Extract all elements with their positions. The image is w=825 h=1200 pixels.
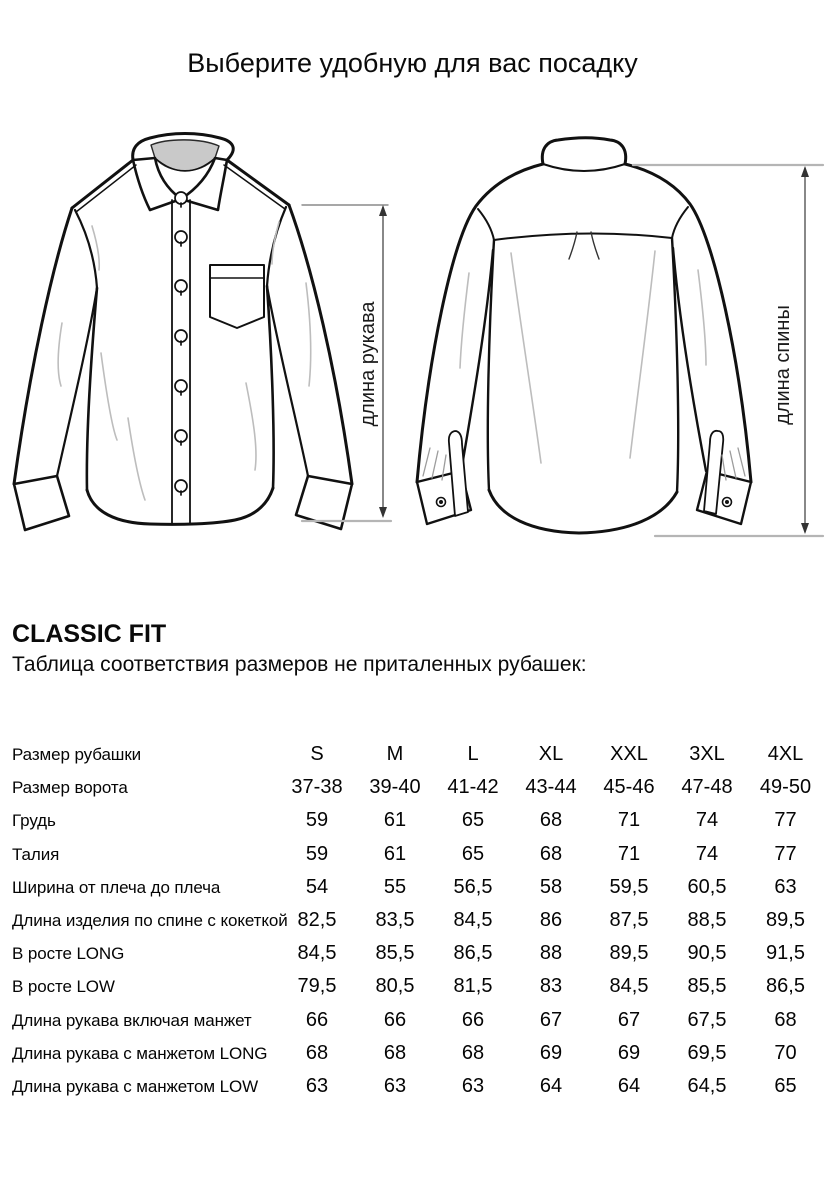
sleeve-length-label: длина рукава: [357, 301, 379, 427]
size-value-cell: 69,5: [687, 1041, 727, 1064]
size-value-cell: 68: [383, 1041, 407, 1064]
size-value-cell: 69: [617, 1041, 641, 1064]
size-value-cell: 69: [539, 1041, 563, 1064]
size-value-cell: 67: [539, 1008, 563, 1031]
size-value-cell: 86,5: [453, 942, 493, 965]
size-value-cell: 64: [539, 1075, 563, 1098]
size-value-cell: 84,5: [297, 942, 337, 965]
sleeve-length-measure: [302, 205, 391, 521]
table-row: [0, 937, 825, 970]
size-value-cell: 61: [383, 842, 407, 865]
row-label: Грудь: [12, 811, 56, 831]
size-value-cell: 59,5: [609, 875, 649, 898]
size-value-cell: 66: [305, 1008, 329, 1031]
table-row: [0, 1070, 825, 1103]
size-value-cell: 66: [461, 1008, 485, 1031]
size-value-cell: 89,5: [766, 909, 805, 932]
row-label: Талия: [12, 844, 60, 864]
size-value-cell: 85,5: [687, 975, 727, 998]
size-value-cell: 71: [617, 842, 641, 865]
table-row: [0, 970, 825, 1003]
size-value-cell: 58: [539, 875, 563, 898]
size-value-cell: 83: [539, 975, 563, 998]
table-row: [0, 1037, 825, 1070]
cuff-button-icons: [437, 498, 732, 507]
table-row: [0, 771, 825, 804]
row-label: Длина рукава включая манжет: [12, 1010, 252, 1030]
size-value-cell: 79,5: [297, 975, 337, 998]
chest-pocket-drawing: [210, 265, 264, 328]
arrow-down-icon: [801, 523, 809, 534]
size-value-cell: 61: [383, 809, 407, 832]
size-value-cell: 60,5: [687, 875, 727, 898]
size-value-cell: 65: [461, 809, 485, 832]
back-fold-lines: [460, 251, 706, 463]
back-shirt-drawing: [417, 138, 751, 533]
size-value-cell: 88,5: [687, 909, 727, 932]
size-value-cell: 82,5: [297, 909, 337, 932]
size-value-cell: 67,5: [687, 1008, 727, 1031]
size-value-cell: 56,5: [453, 875, 493, 898]
size-value-cell: 83,5: [375, 909, 415, 932]
size-value-cell: M: [386, 743, 404, 765]
size-value-cell: 70: [774, 1041, 797, 1064]
row-label: Длина изделия по спине с кокеткой: [12, 911, 288, 931]
size-value-cell: 66: [383, 1008, 407, 1031]
size-value-cell: 63: [774, 875, 797, 898]
fit-name-heading: CLASSIC FIT: [12, 620, 167, 648]
size-value-cell: 77: [774, 842, 797, 865]
size-value-cell: 3XL: [689, 743, 725, 765]
size-value-cell: 68: [305, 1041, 329, 1064]
size-table: [0, 738, 825, 1103]
size-value-cell: 45-46: [603, 776, 655, 799]
size-value-cell: S: [310, 743, 324, 765]
size-value-cell: 65: [461, 842, 485, 865]
table-row: [0, 904, 825, 937]
size-table-body: [0, 738, 825, 1103]
size-value-cell: 74: [695, 842, 719, 865]
button-placket: [172, 192, 190, 524]
size-value-cell: L: [467, 743, 479, 765]
size-value-cell: 81,5: [453, 975, 493, 998]
size-value-cell: 64,5: [687, 1075, 727, 1098]
size-value-cell: 41-42: [447, 776, 499, 799]
table-row: [0, 1004, 825, 1037]
row-label: Длина рукава с манжетом LOW: [12, 1077, 259, 1097]
button-icons: [175, 192, 187, 495]
table-row: [0, 804, 825, 837]
size-value-cell: 65: [774, 1075, 797, 1098]
arrow-down-icon: [379, 507, 387, 518]
size-value-cell: 68: [539, 809, 563, 832]
table-row: [0, 838, 825, 871]
size-value-cell: 63: [305, 1075, 329, 1098]
size-value-cell: 63: [461, 1075, 485, 1098]
size-value-cell: 39-40: [369, 776, 421, 799]
row-label: Ширина от плеча до плеча: [12, 877, 221, 897]
size-value-cell: 43-44: [525, 776, 577, 799]
page-title: Выберите удобную для вас посадку: [187, 48, 638, 78]
size-value-cell: 77: [774, 809, 797, 832]
size-value-cell: 68: [539, 842, 563, 865]
left-cuff: [14, 476, 69, 530]
size-value-cell: 90,5: [687, 942, 727, 965]
size-value-cell: XXL: [610, 743, 648, 765]
size-value-cell: 55: [383, 875, 407, 898]
row-label: В росте LOW: [12, 977, 115, 997]
row-label: В росте LONG: [12, 944, 125, 964]
size-value-cell: 85,5: [375, 942, 415, 965]
size-value-cell: 68: [461, 1041, 485, 1064]
size-value-cell: 87,5: [609, 909, 649, 932]
size-value-cell: 67: [617, 1008, 641, 1031]
row-label: Размер рубашки: [12, 745, 142, 764]
row-label: Длина рукава с манжетом LONG: [12, 1043, 268, 1063]
size-value-cell: 71: [617, 809, 641, 832]
size-value-cell: 74: [695, 809, 719, 832]
size-value-cell: 88: [539, 942, 563, 965]
size-value-cell: 63: [383, 1075, 407, 1098]
size-value-cell: 59: [305, 842, 329, 865]
size-value-cell: 49-50: [759, 776, 812, 799]
size-value-cell: 47-48: [681, 776, 733, 799]
table-row: [0, 871, 825, 904]
size-value-cell: 84,5: [609, 975, 649, 998]
size-value-cell: 4XL: [767, 743, 804, 765]
back-length-label: длина спины: [772, 305, 794, 425]
size-value-cell: XL: [538, 743, 564, 765]
size-value-cell: 89,5: [609, 942, 649, 965]
size-value-cell: 54: [305, 875, 329, 898]
size-value-cell: 37-38: [291, 776, 343, 799]
size-table-caption: Таблица соответствия размеров не приталенных рубашек:: [12, 653, 587, 676]
size-value-cell: 91,5: [766, 942, 805, 965]
table-row: [0, 738, 825, 771]
size-value-cell: 84,5: [453, 909, 493, 932]
size-value-cell: 64: [617, 1075, 641, 1098]
size-value-cell: 80,5: [375, 975, 415, 998]
yoke-seam: [494, 233, 672, 240]
size-value-cell: 68: [774, 1008, 797, 1031]
size-value-cell: 86: [539, 909, 563, 932]
front-shirt-drawing: [14, 134, 352, 531]
collar-inner-shade: [151, 140, 219, 171]
arrow-up-icon: [801, 166, 809, 177]
arrow-up-icon: [379, 205, 387, 216]
cuff-crease-lines: [423, 448, 745, 480]
shirt-diagrams: [0, 118, 825, 563]
size-value-cell: 86,5: [766, 975, 805, 998]
size-value-cell: 59: [305, 809, 329, 832]
row-label: Размер ворота: [12, 778, 128, 798]
back-pleat-marks: [569, 232, 599, 259]
